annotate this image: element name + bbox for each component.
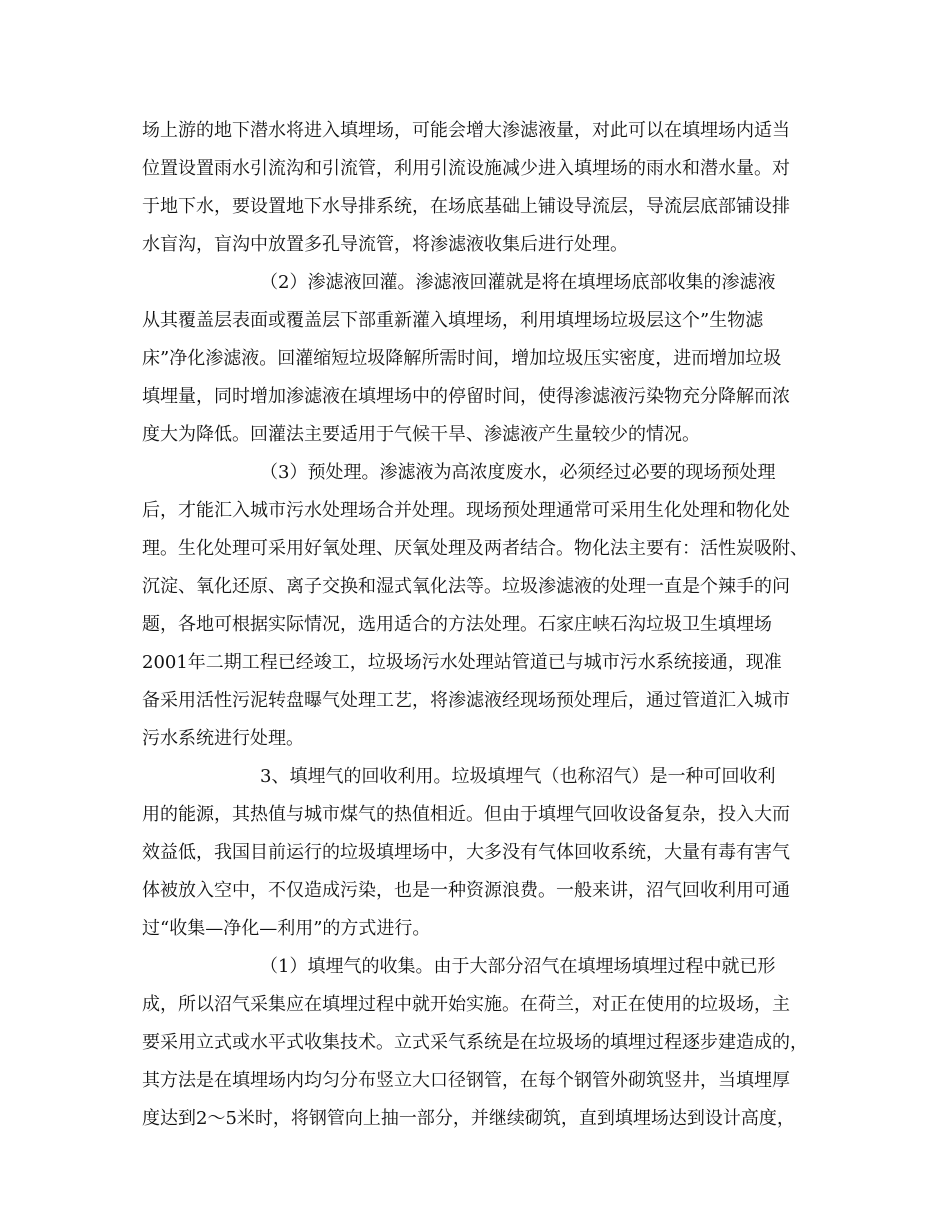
text-line: （3）预处理。渗滤液为高浓度废水，必须经过必要的现场预处理: [260, 462, 776, 483]
text-line: 过“收集—净化—利用”的方式进行。: [142, 918, 431, 939]
text-line: 水盲沟，盲沟中放置多孔导流管，将渗滤液收集后进行处理。: [142, 234, 628, 255]
text-line: 用的能源，其热值与城市煤气的热值相近。但由于填埋气回收设备复杂，投入大而: [142, 804, 790, 825]
text-line: 题，各地可根据实际情况，选用适合的方法处理。石家庄峡石沟垃圾卫生填埋场: [142, 614, 772, 635]
text-line: 沉淀、氧化还原、离子交换和湿式氧化法等。垃圾渗滤液的处理一直是个辣手的问: [142, 576, 790, 597]
text-line: 备采用活性污泥转盘曝气处理工艺，将渗滤液经现场预处理后，通过管道汇入城市: [142, 690, 790, 711]
paragraph-pretreatment: [142, 454, 812, 758]
paragraph-landfill-gas-recovery: [142, 758, 812, 948]
text-line: 从其覆盖层表面或覆盖层下部重新灌入填埋场，利用填埋场垃圾层这个”生物滤: [142, 310, 764, 331]
text-line: 于地下水，要设置地下水导排系统，在场底基础上铺设导流层，导流层底部铺设排: [142, 196, 790, 217]
text-line: 其方法是在填埋场内均匀分布竖立大口径钢管，在每个钢管外砌筑竖井，当填埋厚: [142, 1070, 790, 1091]
paragraph-gas-collection: [142, 948, 812, 1138]
paragraph-groundwater-drainage: [142, 112, 812, 264]
text-line: 效益低，我国目前运行的垃圾填埋场中，大多没有气体回收系统，大量有毒有害气: [142, 842, 790, 863]
section-heading-line: 3、填埋气的回收利用。垃圾填埋气（也称沼气）是一种可回收利: [260, 766, 776, 787]
paragraph-leachate-recirculation: [142, 264, 812, 454]
text-line: （1）填埋气的收集。由于大部分沼气在填埋场填埋过程中就已形: [260, 956, 776, 977]
text-line: 位置设置雨水引流沟和引流管，利用引流设施减少进入填埋场的雨水和潜水量。对: [142, 158, 790, 179]
text-line: 床”净化渗滤液。回灌缩短垃圾降解所需时间，增加垃圾压实密度，进而增加垃圾: [142, 348, 782, 369]
text-line: 场上游的地下潜水将进入填埋场，可能会增大渗滤液量，对此可以在填埋场内适当: [142, 120, 790, 141]
text-line: 理。生化处理可采用好氧处理、厌氧处理及两者结合。物化法主要有：活性炭吸附、: [142, 538, 808, 559]
text-line: 度大为降低。回灌法主要适用于气候干旱、渗滤液产生量较少的情况。: [142, 424, 700, 445]
text-line: 体被放入空中，不仅造成污染，也是一种资源浪费。一般来讲，沼气回收利用可通: [142, 880, 790, 901]
text-line: 要采用立式或水平式收集技术。立式采气系统是在垃圾场的填埋过程逐步建造成的，: [142, 1032, 808, 1053]
text-line: 成，所以沼气采集应在填埋过程中就开始实施。在荷兰，对正在使用的垃圾场，主: [142, 994, 790, 1015]
text-line: 填埋量，同时增加渗滤液在填埋场中的停留时间，使得渗滤液污染物充分降解而浓: [142, 386, 790, 407]
text-line: 2001年二期工程已经竣工，垃圾场污水处理站管道已与城市污水系统接通，现准: [142, 652, 782, 673]
text-line: （2）渗滤液回灌。渗滤液回灌就是将在填埋场底部收集的渗滤液: [260, 272, 776, 293]
body-text: [142, 112, 812, 1138]
text-line: 后，才能汇入城市污水处理场合并处理。现场预处理通常可采用生化处理和物化处: [142, 500, 790, 521]
text-line: 度达到2～5米时，将钢管向上抽一部分，并继续砌筑，直到填埋场达到设计高度，: [142, 1108, 795, 1129]
text-line: 污水系统进行处理。: [142, 728, 304, 749]
